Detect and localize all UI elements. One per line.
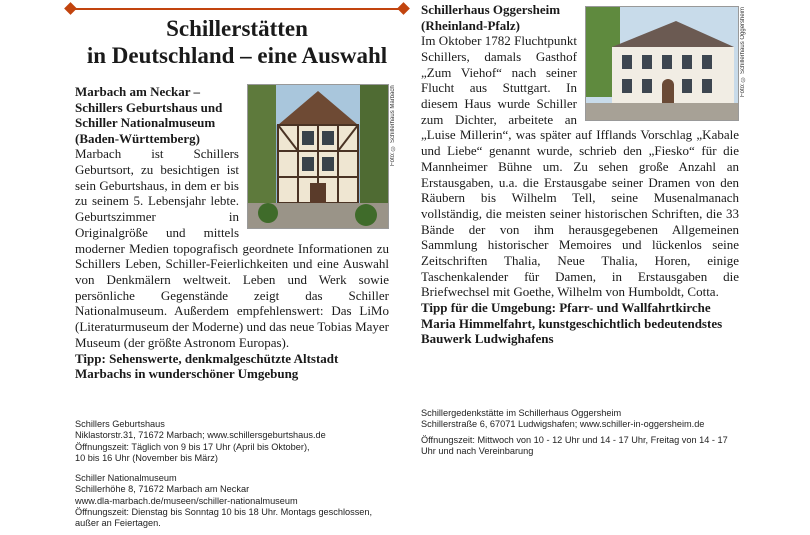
- info-oggersheim: [421, 408, 736, 457]
- rule-ornament-left: [64, 2, 77, 15]
- info-geburtshaus-hours-1: Öffnungszeit: Täglich von 9 bis 17 Uhr (April bis Oktober),: [75, 441, 310, 452]
- info-nationalmuseum-hours-1: Öffnungszeit: Dienstag bis Sonntag 10 bis 18 Uhr. Montags geschlossen,: [75, 506, 373, 517]
- info-geburtshaus-name: Schillers Geburtshaus: [75, 419, 165, 429]
- title-line-1: Schillerstätten: [166, 16, 308, 41]
- photo-credit-oggersheim: Foto: © Schillerhaus Oggersheim: [740, 7, 746, 98]
- section-heading-oggersheim: Schillerhaus Oggersheim (Rheinland-Pfalz): [421, 2, 561, 33]
- rule-ornament-right: [397, 2, 410, 15]
- tipp-oggersheim: Tipp für die Umgebung: Pfarr- und Wallfahrtkirche Maria Himmelfahrt, kunstgeschichtlich bedeutendstes Bauwerk Ludwighafens: [421, 300, 723, 347]
- section-heading-marbach: Marbach am Neckar – Schillers Geburtshaus und Schiller Nationalmuseum (Baden-Württemberg): [75, 84, 223, 146]
- photo-credit-marbach: Foto: © Schillerhaus Marbach: [390, 85, 396, 166]
- article-marbach: [75, 84, 396, 382]
- body-text-oggersheim: Im Oktober 1782 Fluchtpunkt Schillers, damals Gasthof „Zum Viehof“ nach seiner Flucht aus Stuttgart. In diesem Haus wurde Schiller zum Dichter, arbeitete an „Luise Millerin“, was später auf Ifflands Vorschlag „Kabale und Liebe“ genannt wurde, schrieb den „Fiesko“ für die Mannheimer Bühne um. Zu sehen große Anzahl an Erstausgaben, u.a. die Erstausgabe seiner Dramen von den Räubern bis Wilhelm Tell, seine Musenalmanach vollständig, die meisten seiner historischen Schriften, die 33 Bände der von ihm herausgegebenen Allgemeinen Sammlung historischer Memoires und lückenlos seine Zeitschriften Thalia, Neue Thalia, Horen, einige Taschenkalender für Damen, in Erstausgaben die Briefwechsel mit Goethe, Wilhelm von Humboldt, Cotta.: [421, 33, 739, 300]
- info-oggersheim-name: Schillergedenkstätte im Schillerhaus Oggersheim: [421, 408, 622, 418]
- info-geburtshaus: [75, 419, 326, 464]
- schillerhaus-illustration: [586, 7, 738, 120]
- info-nationalmuseum-hours-2: außer an Feiertagen.: [75, 518, 161, 529]
- info-nationalmuseum-address: Schillerhöhe 8, 71672 Marbach am Neckar: [75, 484, 250, 495]
- info-nationalmuseum-name: Schiller Nationalmuseum: [75, 473, 177, 483]
- info-oggersheim-hours: Öffnungszeit: Mittwoch von 10 - 12 Uhr und 14 - 17 Uhr, Freitag von 14 - 17 Uhr und nach Vereinbarung: [421, 434, 728, 456]
- photo-geburtshaus: [247, 84, 396, 229]
- photo-schillerhaus-oggersheim: [585, 6, 746, 121]
- geburtshaus-illustration: [248, 85, 388, 228]
- body-text-marbach: Marbach ist Schillers Geburtsort, zu besichtigen ist sein Geburtshaus, in dem er bis zu seinem 5. Lebensjahr lebte. Geburtszimmer in Originalgröße und mittels moderner Medien topografisch geordnete Informationen zu Schillers Leben, Schiller-Feierlichkeiten und eine Auswahl von Denkmälern weltweit. Leben und Werk sowie persönliche Gegenstände zeigt das Schiller Nationalmuseum. Außerdem empfehlenswert: Das LiMo (Literaturmuseum der Moderne) und das neue Tobias Mayer Museum (der größte Astronom Europas).: [75, 146, 389, 350]
- title-line-2: in Deutschland – eine Auswahl: [86, 43, 388, 68]
- info-nationalmuseum-web: www.dla-marbach.de/museen/schiller-nationalmuseum: [75, 495, 298, 506]
- info-geburtshaus-hours-2: 10 bis 16 Uhr (November bis März): [75, 452, 218, 463]
- page-title: [66, 15, 408, 69]
- article-oggersheim: [421, 2, 746, 347]
- info-nationalmuseum: [75, 473, 372, 529]
- title-rule: [66, 8, 408, 10]
- info-oggersheim-address: Schillerstraße 6, 67071 Ludwigshafen; www.schiller-in-oggersheim.de: [421, 419, 705, 430]
- info-geburtshaus-address: Niklastorstr.31, 71672 Marbach; www.schillersgeburtshaus.de: [75, 430, 326, 441]
- tipp-marbach: Tipp: Sehenswerte, denkmalgeschützte Altstadt Marbachs in wunderschöner Umgebung: [75, 350, 339, 382]
